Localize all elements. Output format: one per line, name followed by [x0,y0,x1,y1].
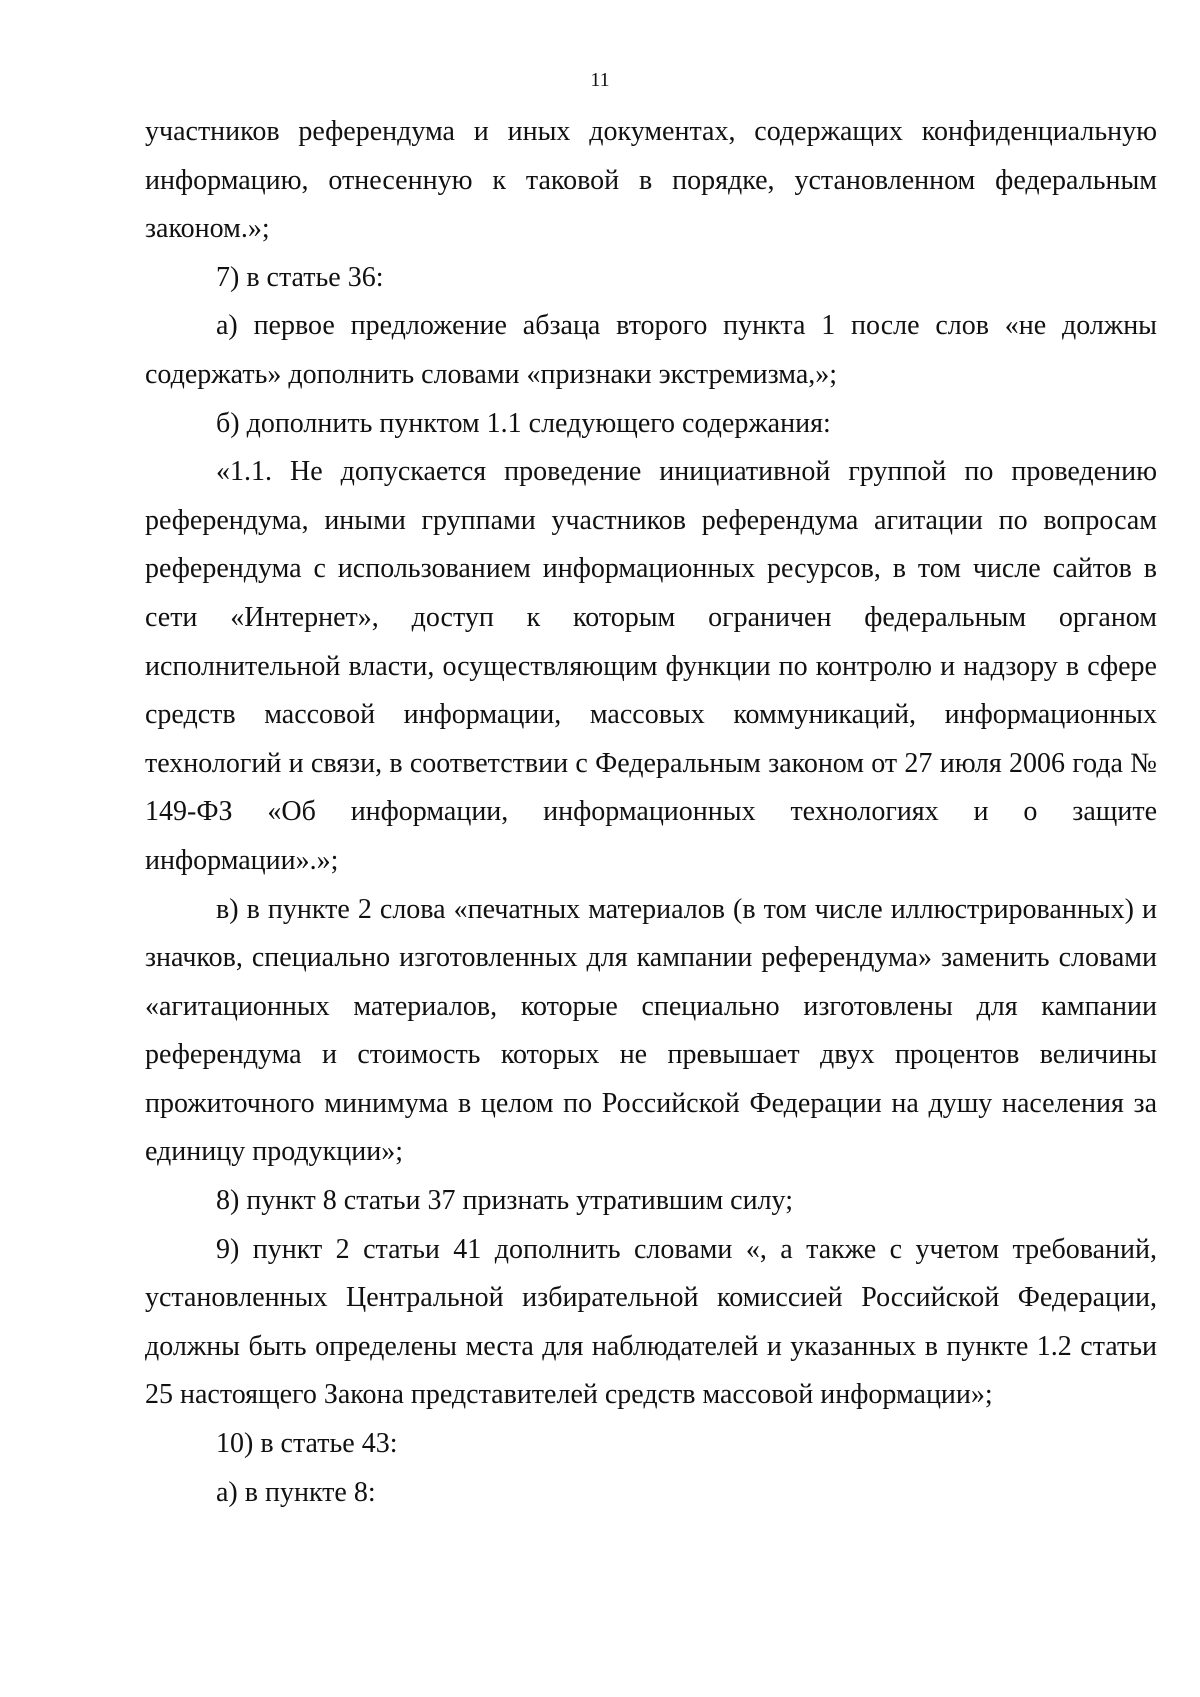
paragraph-subitem-v: в) в пункте 2 слова «печатных материалов (в том числе иллюстрированных) и значков, специально изготовленных для кампании референдума» заменить словами «агитационных материалов, которые специально изготовлены для кампании референдума и стоимость которых не превышает двух процентов величины прожиточного минимума в целом по Российской Федерации на душу населения за единицу продукции»; [145,893,1157,1168]
page-number: 11 [590,69,610,91]
paragraph-item-9: 9) пункт 2 статьи 41 дополнить словами «, а также с учетом требований, установленных Центральной избирательной комиссией Российской Федерации, должны быть определены места для наблюдателей и указанных в пункте 1.2 статьи 25 настоящего Закона представителей средств массовой информации»; [145,1233,1157,1411]
document-body [145,108,1157,1517]
paragraph-continuation: участников референдума и иных документах, содержащих конфиденциальную информацию, отнесенную к таковой в порядке, установленном федеральным законом.»; [145,116,1157,245]
paragraph-subitem-b: б) дополнить пунктом 1.1 следующего содержания: [216,407,831,439]
paragraph-item-10: 10) в статье 43: [216,1428,398,1460]
paragraph-item-8: 8) пункт 8 статьи 37 признать утратившим силу; [216,1185,793,1217]
paragraph-quoted-1-1: «1.1. Не допускается проведение инициативной группой по проведению референдума, иными группами участников референдума агитации по вопросам референдума с использованием информационных ресурсов, в том числе сайтов в сети «Интернет», доступ к которым ограничен федеральным органом исполнительной власти, осуществляющим функции по контролю и надзору в сфере средств массовой информации, массовых коммуникаций, информационных технологий и связи, в соответствии с Федеральным законом от 27 июля 2006 года № 149-ФЗ «Об информации, информационных технологиях и о защите информации».»; [145,456,1157,876]
paragraph-subitem-a: а) первое предложение абзаца второго пункта 1 после слов «не должны содержать» дополнить словами «признаки экстремизма,»; [145,310,1157,390]
paragraph-subitem-a-2: а) в пункте 8: [216,1476,376,1508]
paragraph-item-7: 7) в статье 36: [216,261,384,293]
